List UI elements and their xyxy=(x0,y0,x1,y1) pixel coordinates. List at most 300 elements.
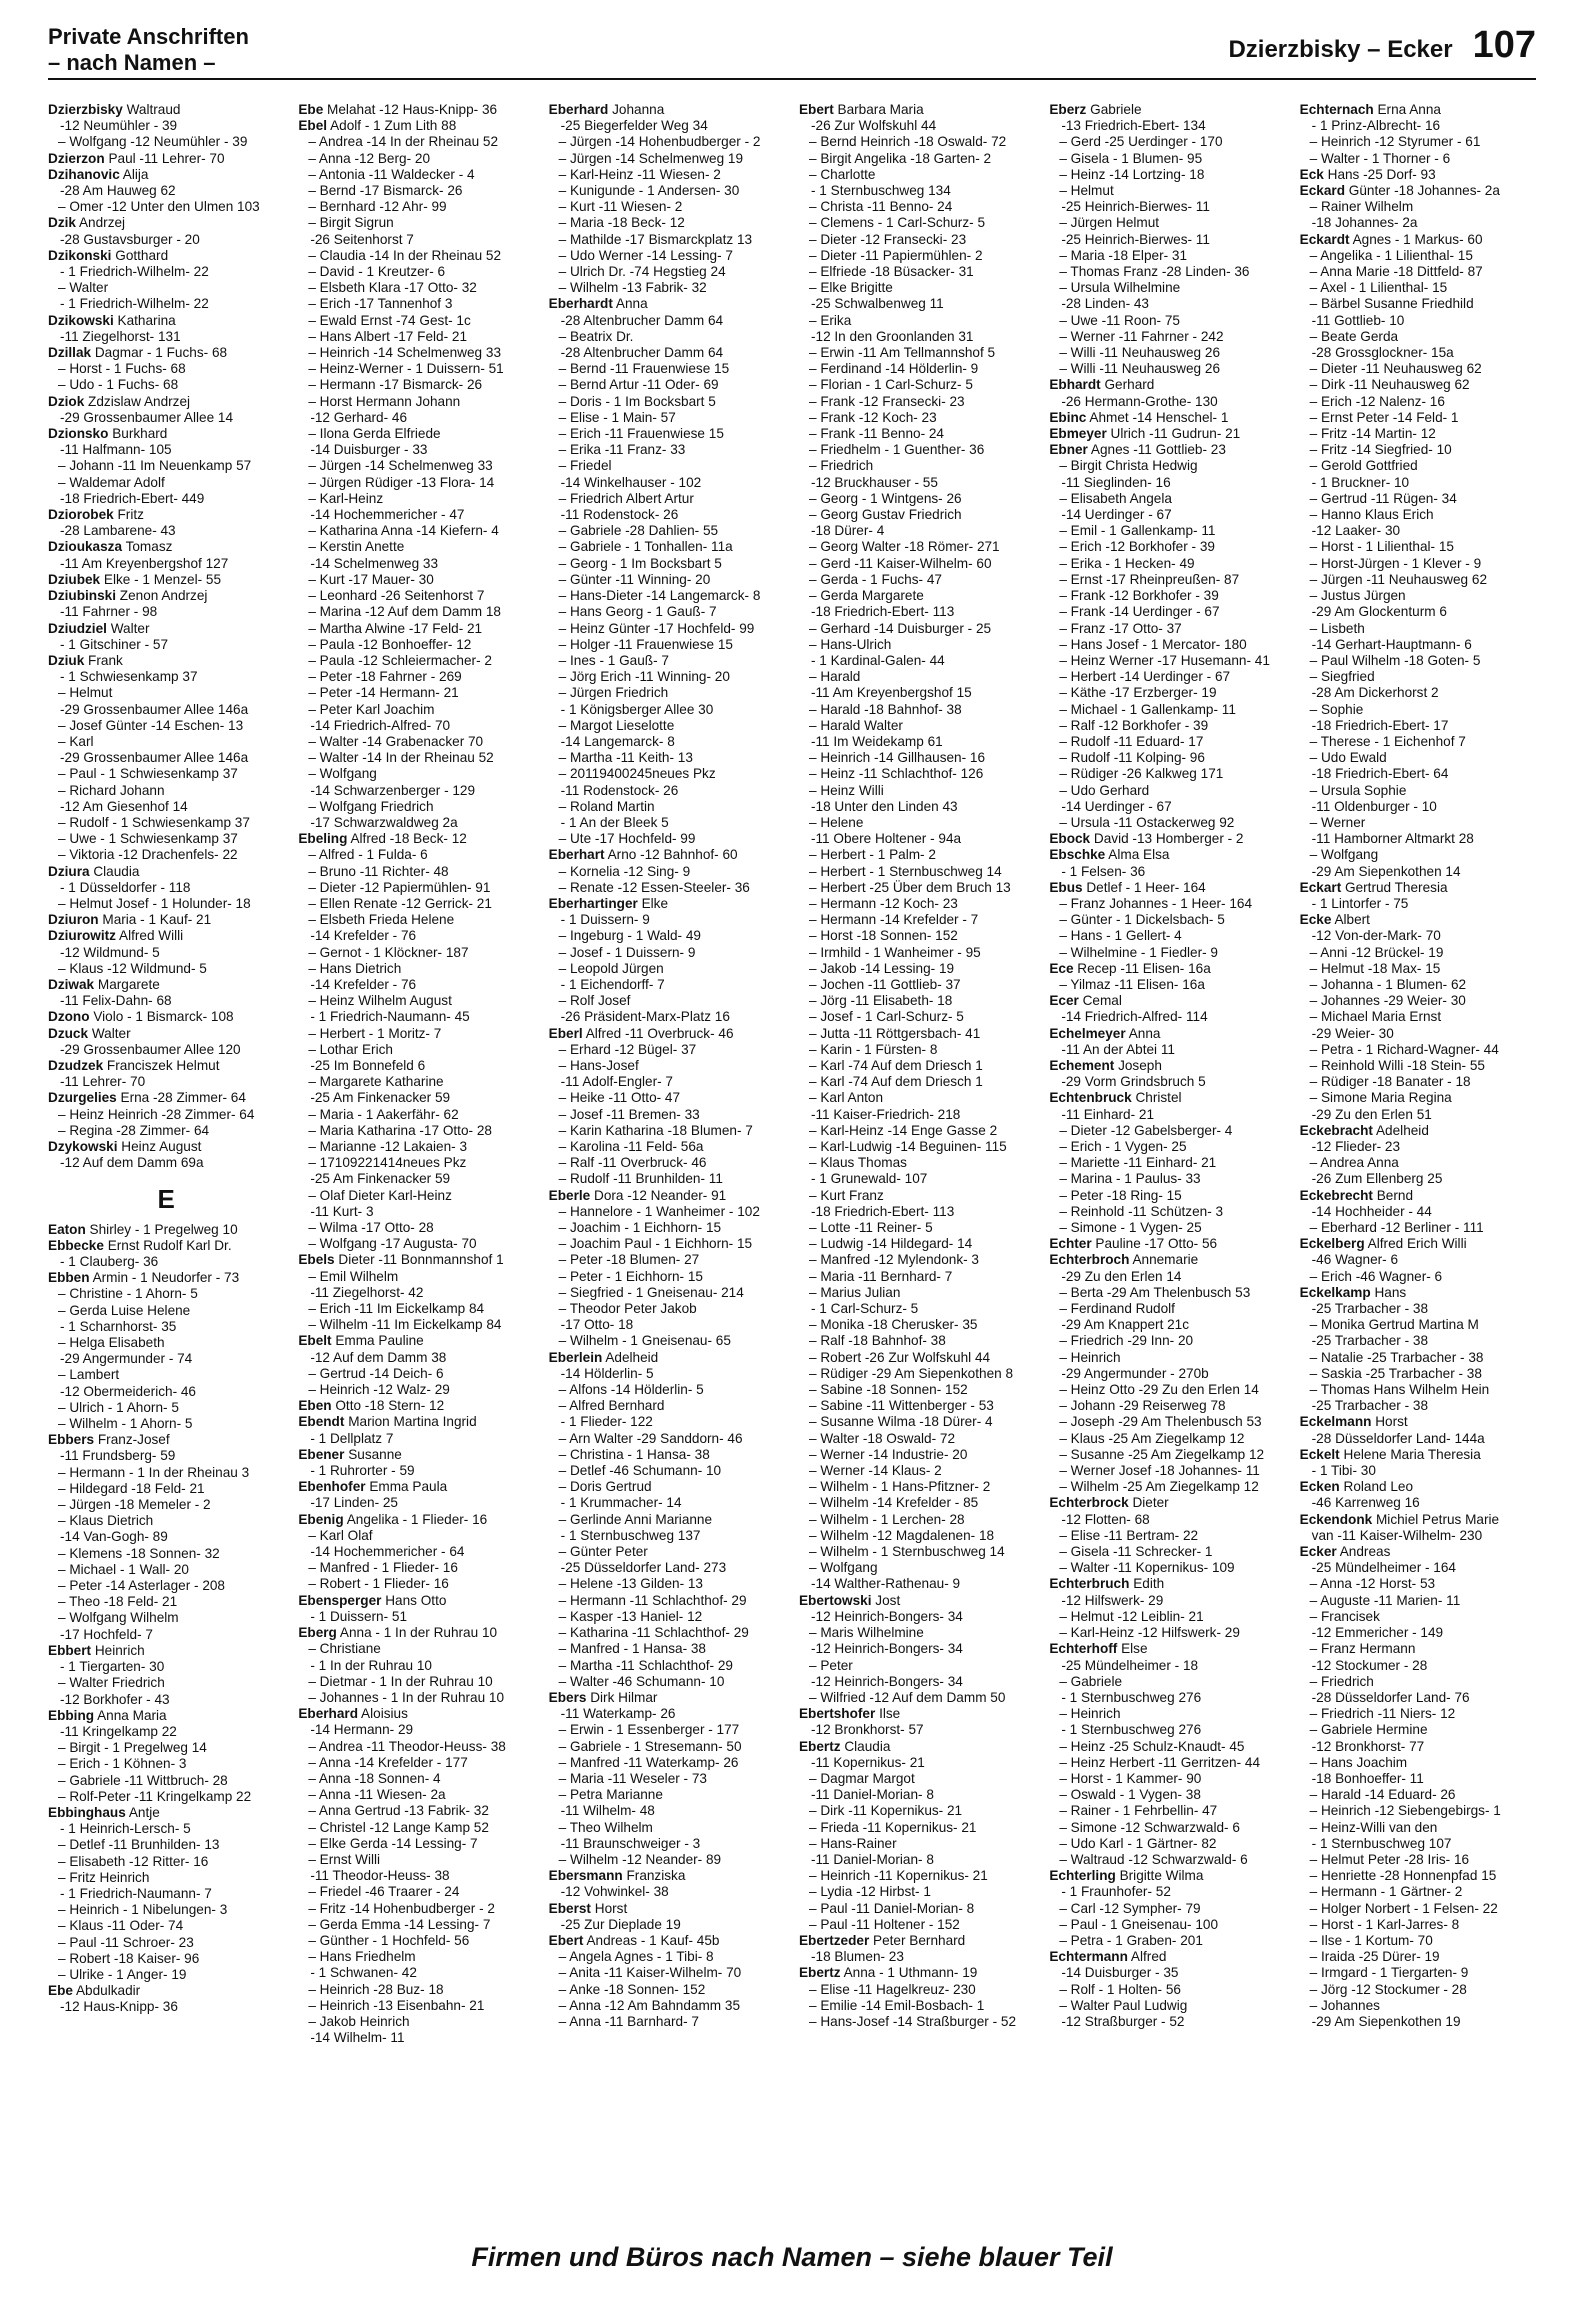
entry-text: – Anni -12 Brückel- 19 xyxy=(1309,944,1444,960)
entry-text: – Angelika - 1 Lilienthal- 15 xyxy=(1309,247,1473,263)
entry-text: – Michael - 1 Wall- 20 xyxy=(58,1561,189,1577)
entry-text: -25 Trarbacher - 38 xyxy=(1311,1398,1429,1414)
directory-entry xyxy=(549,1576,785,1592)
entry-text: – Anna Marie -18 Dittfeld- 87 xyxy=(1309,264,1483,280)
entry-text: Erna Anna xyxy=(1377,102,1441,117)
directory-entry xyxy=(298,183,534,199)
directory-entry xyxy=(549,215,785,231)
entry-text: Dora -12 Neander- 91 xyxy=(594,1187,727,1203)
directory-entry xyxy=(298,685,534,701)
entry-text: -29 Weier- 30 xyxy=(1311,1025,1394,1041)
surname: Eckelkamp xyxy=(1299,1284,1371,1300)
entry-text: – Fritz -14 Martin- 12 xyxy=(1309,426,1436,442)
directory-entry xyxy=(1300,1690,1536,1706)
entry-text: -28 Am Dickerhorst 2 xyxy=(1311,685,1439,701)
entry-text: Franciszek Helmut xyxy=(106,1057,220,1073)
entry-text: – Ernst -17 Rheinpreußen- 87 xyxy=(1059,571,1240,587)
entry-text: – Günter - 1 Dickelsbach- 5 xyxy=(1059,912,1225,928)
entry-text: – Regina -28 Zimmer- 64 xyxy=(58,1122,210,1138)
entry-text: Alma Elsa xyxy=(1108,847,1170,863)
entry-text: – Heinrich - 1 Nibelungen- 3 xyxy=(58,1902,228,1918)
directory-entry xyxy=(799,1188,1035,1204)
directory-entry xyxy=(799,1382,1035,1398)
entry-text: – Hans Georg - 1 Gauß- 7 xyxy=(558,604,717,620)
entry-text: -18 Dürer- 4 xyxy=(810,523,885,539)
entry-text: – Heinrich -12 Walz- 29 xyxy=(308,1382,450,1398)
directory-entry xyxy=(1049,345,1285,361)
entry-text: -12 Haus-Knipp- 36 xyxy=(60,1999,178,2015)
directory-entry xyxy=(799,1009,1035,1025)
directory-entry xyxy=(1300,1463,1536,1479)
directory-entry xyxy=(1049,1285,1285,1301)
directory-entry xyxy=(549,945,785,961)
directory-entry xyxy=(48,1627,284,1643)
entry-text: -12 Obermeiderich- 46 xyxy=(60,1383,196,1399)
directory-entry xyxy=(298,491,534,507)
entry-text: – Rudolf -11 Eduard- 17 xyxy=(1059,733,1204,749)
entry-text: – Gerd -25 Uerdinger - 170 xyxy=(1059,134,1223,150)
entry-text: – Friedrich -29 Inn- 20 xyxy=(1059,1333,1194,1349)
directory-entry xyxy=(48,507,284,523)
surname: Ebeling xyxy=(298,831,348,847)
entry-text: – Walter Paul Ludwig xyxy=(1059,1997,1188,2013)
entry-text: – Ernst Peter -14 Feld- 1 xyxy=(1309,409,1459,425)
directory-entry xyxy=(799,1479,1035,1495)
directory-entry xyxy=(48,167,284,183)
directory-entry xyxy=(1049,377,1285,393)
entry-text: – Gabriele xyxy=(1059,1673,1123,1689)
entry-text: – Heinz-Werner - 1 Duissern- 51 xyxy=(308,361,504,377)
directory-entry xyxy=(799,215,1035,231)
entry-text: – Wilhelm - 1 Ahorn- 5 xyxy=(58,1416,193,1432)
surname: Echterling xyxy=(1049,1868,1116,1884)
directory-column xyxy=(549,102,785,2232)
entry-text: – Peter - 1 Eichhorn- 15 xyxy=(558,1268,703,1284)
entry-text: – Johannes - 1 In der Ruhrau 10 xyxy=(308,1689,505,1705)
entry-text: - 1 Duissern- 51 xyxy=(310,1608,408,1624)
entry-text: Emma Pauline xyxy=(335,1333,424,1349)
entry-text: Burkhard xyxy=(112,426,168,442)
directory-entry xyxy=(799,702,1035,718)
entry-text: Walter xyxy=(91,1025,131,1041)
entry-text: – Marina - 1 Paulus- 33 xyxy=(1059,1171,1201,1187)
directory-entry xyxy=(549,1690,785,1706)
surname: Ebmeyer xyxy=(1049,426,1107,442)
directory-entry xyxy=(799,1836,1035,1852)
entry-text: – Hanno Klaus Erich xyxy=(1309,507,1434,523)
directory-entry xyxy=(1300,1884,1536,1900)
section-title xyxy=(48,24,249,76)
entry-text: – Robert -18 Kaiser- 96 xyxy=(58,1950,200,1966)
entry-text: -18 Friedrich-Ebert- 17 xyxy=(1311,717,1449,733)
surname: Ebe xyxy=(48,1983,73,1999)
entry-text: - 1 Felsen- 36 xyxy=(1061,863,1146,879)
surname: Eben xyxy=(298,1398,332,1414)
directory-entry xyxy=(1300,215,1536,231)
entry-text: - 1 Friedrich-Naumann- 45 xyxy=(310,1009,470,1025)
directory-entry xyxy=(1300,1787,1536,1803)
entry-text: -29 Angermunder - 270b xyxy=(1061,1365,1209,1381)
directory-entry xyxy=(549,1803,785,1819)
directory-entry xyxy=(48,1400,284,1416)
entry-text: – Erich -11 Frauenwiese 15 xyxy=(558,426,724,442)
entry-text: – Ralf -12 Borkhofer - 39 xyxy=(1059,717,1209,733)
directory-entry xyxy=(799,1771,1035,1787)
entry-text: Dieter -11 Bonnmannshof 1 xyxy=(338,1252,504,1268)
directory-entry xyxy=(799,1560,1035,1576)
entry-text: – Holger -11 Frauenwiese 15 xyxy=(558,636,733,652)
entry-text: -11 Daniel-Morian- 8 xyxy=(810,1787,934,1803)
directory-entry xyxy=(1049,1188,1285,1204)
entry-text: -11 Ziegelhorst- 131 xyxy=(60,328,181,344)
entry-text: – Helmut -12 Leiblin- 21 xyxy=(1059,1608,1204,1624)
entry-text: – Gerhard -14 Duisburger - 25 xyxy=(808,620,992,636)
surname: Ecken xyxy=(1299,1479,1340,1495)
entry-text: – Anke -18 Sonnen- 152 xyxy=(558,1981,706,1997)
entry-text: – Ursula Sophie xyxy=(1309,782,1407,798)
entry-text: – Anna -11 Barnhard- 7 xyxy=(558,2013,699,2029)
directory-entry xyxy=(549,1463,785,1479)
entry-text: – Jürgen -18 Memeler - 2 xyxy=(58,1497,211,1513)
directory-entry xyxy=(48,1465,284,1481)
directory-entry xyxy=(48,280,284,296)
entry-text: -12 Wildmund- 5 xyxy=(60,944,160,960)
entry-text: -25 Trarbacher - 38 xyxy=(1311,1333,1429,1349)
surname: Ebel xyxy=(298,118,328,134)
entry-text: – Hans-Ulrich xyxy=(808,636,892,652)
directory-entry xyxy=(1049,2014,1285,2030)
directory-entry xyxy=(298,896,534,912)
directory-entry xyxy=(1049,1058,1285,1074)
surname: Ebertz xyxy=(798,1738,841,1754)
entry-text: – Heinz Herbert -11 Gerritzen- 44 xyxy=(1059,1754,1261,1770)
entry-text: – Yilmaz -11 Elisen- 16a xyxy=(1059,976,1205,992)
entry-text: -25 Schwalbenweg 11 xyxy=(810,296,944,312)
directory-entry xyxy=(549,1625,785,1641)
entry-text: – Friedrich Albert Artur xyxy=(558,490,694,506)
entry-text: – Werner -11 Fahrner - 242 xyxy=(1059,328,1224,344)
surname: Dziura xyxy=(48,863,90,879)
entry-text: – Harald Walter xyxy=(808,717,903,733)
entry-text: – Hans Joachim xyxy=(1309,1754,1408,1770)
directory-entry xyxy=(1300,248,1536,264)
surname: Eckart xyxy=(1299,879,1342,895)
entry-text: – Wilhelm -11 Im Eickelkamp 84 xyxy=(308,1317,502,1333)
entry-text: Adelheid xyxy=(1375,1122,1429,1138)
entry-text: – Erika -11 Franz- 33 xyxy=(558,442,686,458)
directory-entry xyxy=(549,475,785,491)
directory-entry xyxy=(1300,977,1536,993)
entry-text: -12 Emmericher - 149 xyxy=(1311,1625,1444,1641)
entry-text: – Sabine -18 Sonnen- 152 xyxy=(808,1382,968,1398)
entry-text: -29 Grossenbaumer Allee 146a xyxy=(60,750,249,766)
directory-entry xyxy=(1049,604,1285,620)
entry-text: -14 Friedrich-Alfred- 114 xyxy=(1061,1009,1208,1025)
directory-entry xyxy=(298,1042,534,1058)
entry-text: - 1 In der Ruhrau 10 xyxy=(310,1657,432,1673)
entry-text: -28 Am Hauweg 62 xyxy=(60,183,176,199)
entry-text: Agnes - 1 Markus- 60 xyxy=(1352,231,1483,247)
directory-entry xyxy=(1300,1431,1536,1447)
directory-entry xyxy=(799,1139,1035,1155)
directory-entry xyxy=(298,1755,534,1771)
entry-text: – Günther - 1 Hochfeld- 56 xyxy=(308,1932,470,1948)
directory-entry xyxy=(1049,232,1285,248)
directory-entry xyxy=(1300,621,1536,637)
directory-entry xyxy=(1049,1204,1285,1220)
entry-text: – Bernd Artur -11 Oder- 69 xyxy=(558,377,719,393)
directory-entry xyxy=(1300,507,1536,523)
entry-text: -14 Schwarzenberger - 129 xyxy=(310,782,476,798)
entry-text: - 1 Tiergarten- 30 xyxy=(60,1659,165,1675)
entry-text: – Jürgen -14 Schelmenweg 19 xyxy=(558,150,744,166)
entry-text: -25 Am Finkenacker 59 xyxy=(310,1171,451,1187)
directory-entry xyxy=(48,1351,284,1367)
directory-entry xyxy=(1300,394,1536,410)
entry-text: -14 Schelmenweg 33 xyxy=(310,555,439,571)
surname: Ebertowski xyxy=(798,1592,872,1608)
entry-text: - 1 Lintorfer - 75 xyxy=(1311,895,1409,911)
entry-text: – Hildegard -18 Feld- 21 xyxy=(58,1480,205,1496)
directory-entry xyxy=(549,1982,785,1998)
directory-entry xyxy=(1300,1350,1536,1366)
directory-entry xyxy=(298,539,534,555)
entry-text: Gotthard xyxy=(115,247,169,263)
directory-entry xyxy=(1300,637,1536,653)
directory-entry xyxy=(48,1432,284,1448)
directory-entry xyxy=(549,102,785,118)
directory-entry xyxy=(1300,313,1536,329)
entry-text: – Elisabeth Angela xyxy=(1059,490,1172,506)
entry-text: – Werner Josef -18 Johannes- 11 xyxy=(1059,1463,1260,1479)
entry-text: – Christina - 1 Hansa- 38 xyxy=(558,1446,710,1462)
entry-text: – Elisabeth -12 Ritter- 16 xyxy=(58,1853,209,1869)
directory-entry xyxy=(549,1139,785,1155)
directory-entry xyxy=(298,734,534,750)
entry-text: – Bernd Heinrich -18 Oswald- 72 xyxy=(808,134,1007,150)
directory-entry xyxy=(799,1447,1035,1463)
entry-text: – Rüdiger -29 Am Siepenkothen 8 xyxy=(808,1365,1014,1381)
entry-text: – Gerda Luise Helene xyxy=(58,1302,191,1318)
directory-entry xyxy=(1049,1609,1285,1625)
surname: Echter xyxy=(1049,1236,1092,1252)
entry-text: – Kerstin Anette xyxy=(308,539,405,555)
directory-entry xyxy=(1049,1658,1285,1674)
directory-entry xyxy=(1049,1917,1285,1933)
directory-entry xyxy=(48,426,284,442)
entry-text: – Udo Gerhard xyxy=(1059,782,1150,798)
directory-entry xyxy=(1049,945,1285,961)
entry-text: – Paula -12 Schleiermacher- 2 xyxy=(308,652,492,668)
entry-text: – Jürgen Rüdiger -13 Flora- 14 xyxy=(308,474,495,490)
entry-text: – Elke Brigitte xyxy=(808,280,893,296)
entry-text: – Franz Hermann xyxy=(1309,1641,1416,1657)
entry-text: Angelika - 1 Flieder- 16 xyxy=(346,1511,488,1527)
directory-entry xyxy=(799,1965,1035,1981)
entry-text: -11 Im Weidekamp 61 xyxy=(810,733,943,749)
directory-entry xyxy=(1049,491,1285,507)
directory-entry xyxy=(1049,102,1285,118)
directory-entry xyxy=(799,1074,1035,1090)
directory-entry xyxy=(1049,1625,1285,1641)
entry-text: – Wilhelm -13 Fabrik- 32 xyxy=(558,280,707,296)
entry-text: – Martha -11 Schlachthof- 29 xyxy=(558,1657,733,1673)
entry-text: -14 Hochemmericher - 64 xyxy=(310,1544,465,1560)
directory-entry xyxy=(298,1026,534,1042)
directory-entry xyxy=(298,864,534,880)
directory-entry xyxy=(48,783,284,799)
directory-entry xyxy=(799,1706,1035,1722)
entry-text: – Ralf -18 Bahnhof- 38 xyxy=(808,1333,946,1349)
directory-entry xyxy=(48,1983,284,1999)
entry-text: - 1 Fraunhofer- 52 xyxy=(1061,1884,1171,1900)
directory-entry xyxy=(1049,799,1285,815)
directory-entry xyxy=(1300,1317,1536,1333)
directory-entry xyxy=(1049,1269,1285,1285)
directory-entry xyxy=(1049,458,1285,474)
entry-text: -18 Bonhoeffer- 11 xyxy=(1311,1770,1424,1786)
directory-entry xyxy=(48,572,284,588)
entry-text: – Ines - 1 Gauß- 7 xyxy=(558,652,669,668)
directory-entry xyxy=(48,1107,284,1123)
entry-text: – Karl Olaf xyxy=(308,1527,373,1543)
entry-text: – Udo Werner -14 Lessing- 7 xyxy=(558,247,733,263)
entry-text: – Emil - 1 Gallenkamp- 11 xyxy=(1059,523,1216,539)
directory-entry xyxy=(1300,491,1536,507)
entry-text: – Petra - 1 Graben- 201 xyxy=(1059,1932,1203,1948)
entry-text: -29 Zu den Erlen 14 xyxy=(1061,1268,1182,1284)
header-rule xyxy=(48,78,1536,80)
directory-entry xyxy=(1049,426,1285,442)
entry-text: – Michael Maria Ernst xyxy=(1309,1009,1442,1025)
entry-text: – Peter xyxy=(808,1657,853,1673)
directory-entry xyxy=(48,1026,284,1042)
directory-entry xyxy=(48,199,284,215)
entry-text: – Günter -11 Winning- 20 xyxy=(558,571,711,587)
entry-text: -11 Braunschweiger - 3 xyxy=(560,1835,701,1851)
directory-entry xyxy=(48,1918,284,1934)
entry-text: -17 Otto- 18 xyxy=(560,1317,634,1333)
entry-text: Tomasz xyxy=(125,539,173,555)
directory-entry xyxy=(799,264,1035,280)
entry-text: - 1 Gitschiner - 57 xyxy=(60,636,169,652)
directory-entry xyxy=(549,1220,785,1236)
directory-entry xyxy=(298,118,534,134)
entry-text: – Erika xyxy=(808,312,852,328)
directory-entry xyxy=(298,1252,534,1268)
entry-text: - 1 An der Bleek 5 xyxy=(560,814,669,830)
directory-entry xyxy=(1049,1674,1285,1690)
footer-note: Firmen und Büros nach Namen – siehe blauer Teil xyxy=(471,2242,1113,2272)
directory-entry xyxy=(1049,1933,1285,1949)
directory-entry xyxy=(1300,928,1536,944)
directory-entry xyxy=(48,1319,284,1335)
entry-text: – Friedel xyxy=(558,458,612,474)
entry-text: -28 Gustavsburger - 20 xyxy=(60,231,200,247)
directory-entry xyxy=(48,1886,284,1902)
directory-entry xyxy=(549,394,785,410)
entry-text: -29 Am Siepenkothen 14 xyxy=(1311,863,1461,879)
directory-entry xyxy=(48,1042,284,1058)
surname: Eckelt xyxy=(1299,1446,1340,1462)
directory-entry xyxy=(1300,1414,1536,1430)
directory-entry xyxy=(549,329,785,345)
entry-text: – Andrea -14 In der Rheinau 52 xyxy=(308,134,499,150)
directory-entry xyxy=(799,1787,1035,1803)
surname: Echtenbruck xyxy=(1049,1090,1132,1106)
directory-entry xyxy=(1049,1771,1285,1787)
entry-text: – Hans-Dieter -14 Langemarck- 8 xyxy=(558,588,761,604)
surname: Dzionsko xyxy=(48,426,109,442)
directory-entry xyxy=(1049,1593,1285,1609)
entry-text: – Viktoria -12 Drachenfels- 22 xyxy=(58,847,238,863)
entry-text: – Peter Karl Joachim xyxy=(308,701,435,717)
directory-entry xyxy=(549,1706,785,1722)
directory-entry xyxy=(298,1820,534,1836)
entry-text: Aloisius xyxy=(361,1706,408,1722)
directory-entry xyxy=(48,993,284,1009)
surname: Eberhard xyxy=(548,102,609,117)
directory-entry xyxy=(549,1965,785,1981)
entry-text: Albert xyxy=(1334,912,1370,928)
directory-entry xyxy=(1300,296,1536,312)
directory-entry xyxy=(549,1836,785,1852)
directory-entry xyxy=(298,1528,534,1544)
entry-text: – Michael - 1 Gallenkamp- 11 xyxy=(1059,701,1236,717)
directory-entry xyxy=(1300,993,1536,1009)
directory-entry xyxy=(799,134,1035,150)
directory-entry xyxy=(48,1384,284,1400)
directory-entry xyxy=(298,1090,534,1106)
directory-entry xyxy=(799,1204,1035,1220)
entry-text: -29 Am Knappert 21c xyxy=(1061,1317,1190,1333)
entry-text: -29 Vorm Grindsbruch 5 xyxy=(1061,1074,1206,1090)
entry-text: – Jörg Erich -11 Winning- 20 xyxy=(558,669,730,685)
directory-entry xyxy=(298,928,534,944)
entry-text: – Wolfgang xyxy=(308,766,377,782)
directory-entry xyxy=(298,1803,534,1819)
directory-entry xyxy=(48,896,284,912)
entry-text: – Karolina -11 Feld- 56a xyxy=(558,1139,704,1154)
directory-entry xyxy=(298,1998,534,2014)
entry-text: -17 Linden- 25 xyxy=(310,1495,398,1511)
directory-entry xyxy=(48,945,284,961)
surname: Dziubinski xyxy=(48,588,116,604)
entry-text: – Christine - 1 Ahorn- 5 xyxy=(58,1286,198,1302)
directory-entry xyxy=(549,523,785,539)
directory-entry xyxy=(298,134,534,150)
directory-entry xyxy=(48,539,284,555)
directory-entry xyxy=(549,1090,785,1106)
entry-text: – Klaus -25 Am Ziegelkamp 12 xyxy=(1059,1430,1245,1446)
entry-text: – Udo Karl - 1 Gärtner- 82 xyxy=(1059,1835,1217,1851)
entry-text: – Ewald Ernst -74 Gest- 1c xyxy=(308,312,471,328)
directory-entry xyxy=(549,572,785,588)
entry-text: -11 Halfmann- 105 xyxy=(60,442,172,458)
entry-text: – Herbert -14 Uerdinger - 67 xyxy=(1059,669,1231,685)
entry-text: – Karin - 1 Fürsten- 8 xyxy=(808,1041,938,1057)
entry-text: – Ernst Willi xyxy=(308,1851,381,1867)
entry-text: Roland Leo xyxy=(1343,1479,1414,1495)
entry-text: – Dieter -12 Papiermühlen- 91 xyxy=(308,879,491,895)
directory-entry xyxy=(48,102,284,118)
directory-entry xyxy=(1300,1495,1536,1511)
directory-entry xyxy=(549,1414,785,1430)
directory-entry xyxy=(1300,1560,1536,1576)
entry-text: - 1 Duissern- 9 xyxy=(560,912,650,928)
directory-entry xyxy=(549,458,785,474)
entry-text: Joseph xyxy=(1118,1057,1162,1073)
